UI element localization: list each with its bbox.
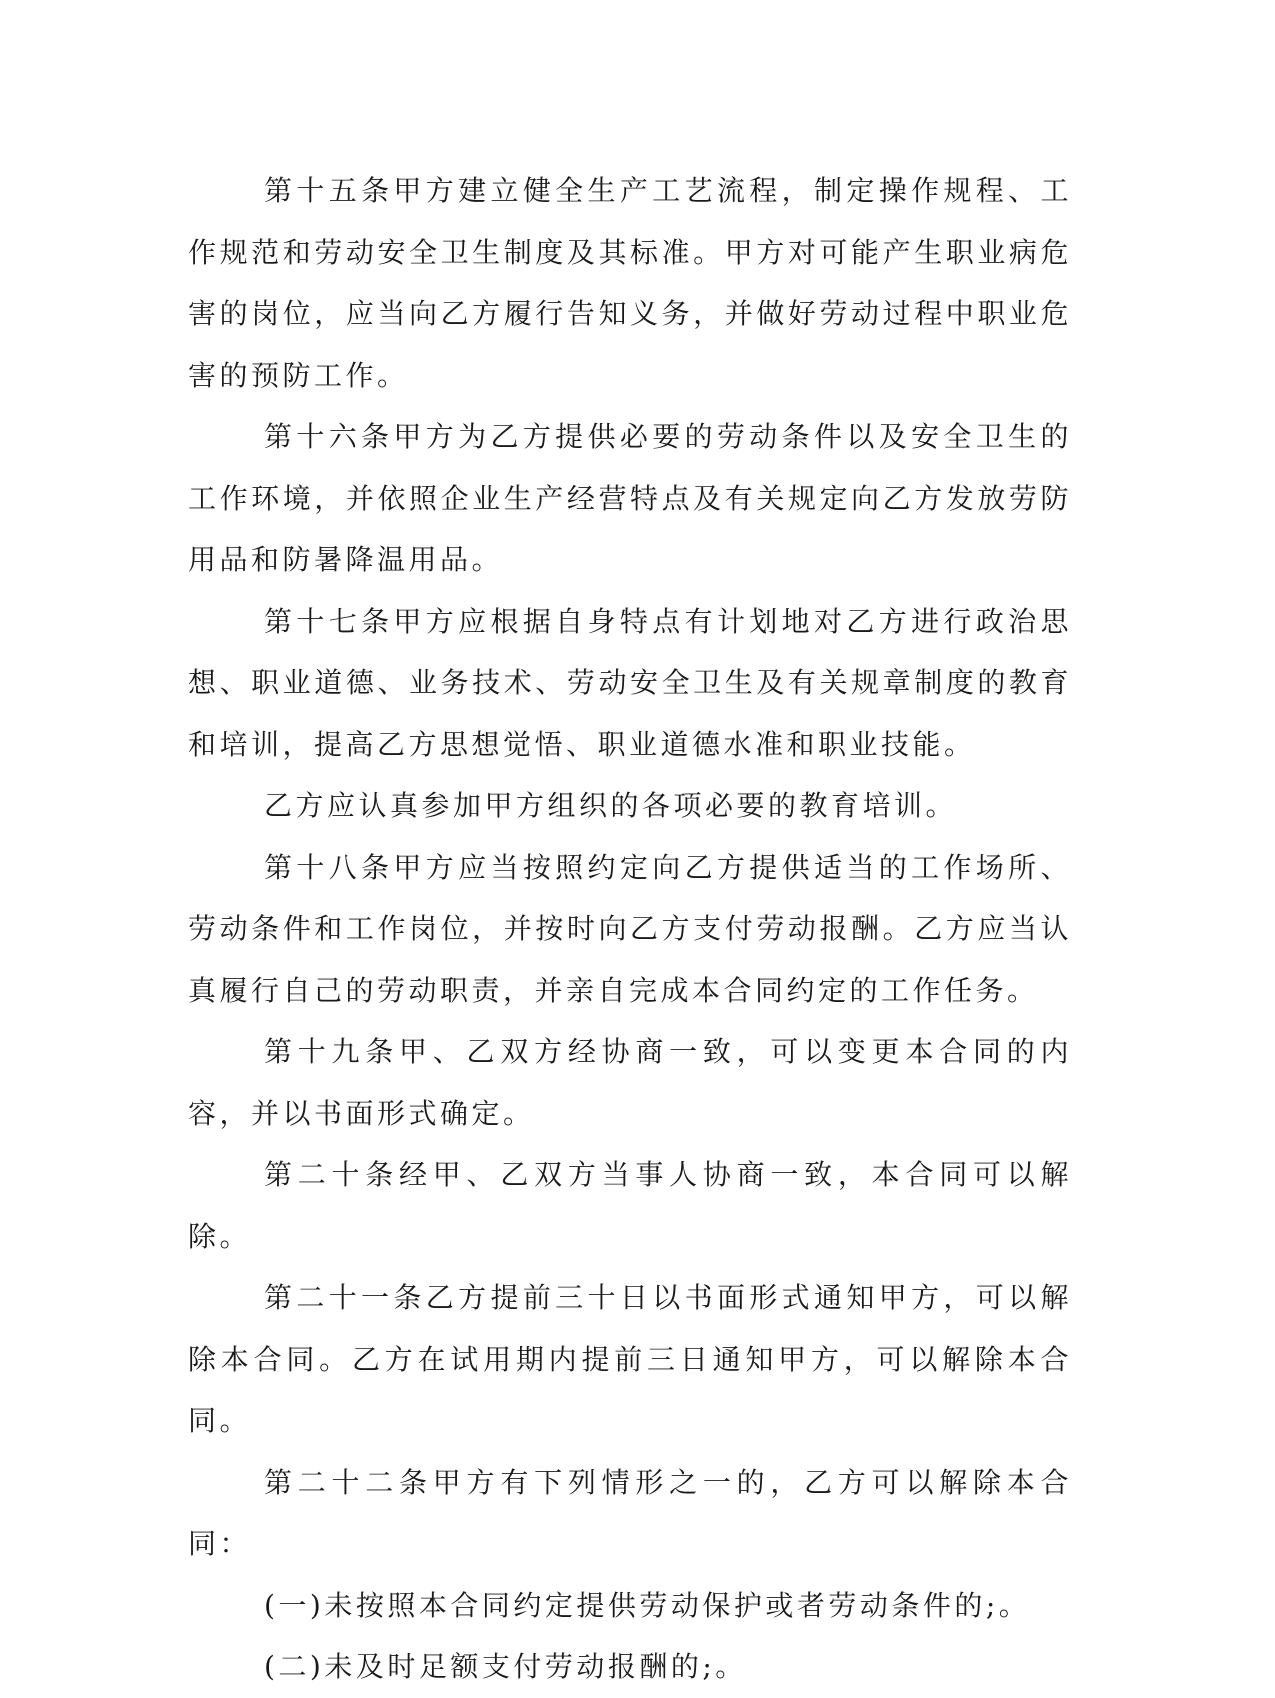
paragraph-article-21: 第二十一条乙方提前三十日以书面形式通知甲方，可以解除本合同。乙方在试用期内提前三日通知甲方，可以解除本合同。 xyxy=(188,1281,1072,1437)
paragraph-article-22: 第二十二条甲方有下列情形之一的，乙方可以解除本合同： xyxy=(188,1465,1072,1560)
paragraph-article-19: 第十九条甲、乙双方经协商一致，可以变更本合同的内容，并以书面形式确定。 xyxy=(188,1035,1072,1130)
paragraph-article-20: 第二十条经甲、乙双方当事人协商一致，本合同可以解除。 xyxy=(188,1158,1072,1253)
paragraph-training-note: 乙方应认真参加甲方组织的各项必要的教育培训。 xyxy=(264,789,958,822)
list-item-1: (一)未按照本合同约定提供劳动保护或者劳动条件的;。 xyxy=(264,1588,1031,1622)
paragraph-article-15: 第十五条甲方建立健全生产工艺流程，制定操作规程、工作规范和劳动安全卫生制度及其标准。甲方对可能产生职业病危害的岗位，应当向乙方履行告知义务，并做好劳动过程中职业危害的预防工作。 xyxy=(188,174,1072,392)
document-body xyxy=(188,160,1072,1698)
paragraph-article-18: 第十八条甲方应当按照约定向乙方提供适当的工作场所、劳动条件和工作岗位，并按时向乙方支付劳动报酬。乙方应当认真履行自己的劳动职责，并亲自完成本合同约定的工作任务。 xyxy=(188,850,1072,1007)
list-item-2: (二)未及时足额支付劳动报酬的;。 xyxy=(264,1650,747,1683)
paragraph-article-16: 第十六条甲方为乙方提供必要的劳动条件以及安全卫生的工作环境，并依照企业生产经营特点及有关规定向乙方发放劳防用品和防暑降温用品。 xyxy=(188,420,1072,576)
paragraph-article-17: 第十七条甲方应根据自身特点有计划地对乙方进行政治思想、职业道德、业务技术、劳动安全卫生及有关规章制度的教育和培训，提高乙方思想觉悟、职业道德水准和职业技能。 xyxy=(188,604,1072,761)
